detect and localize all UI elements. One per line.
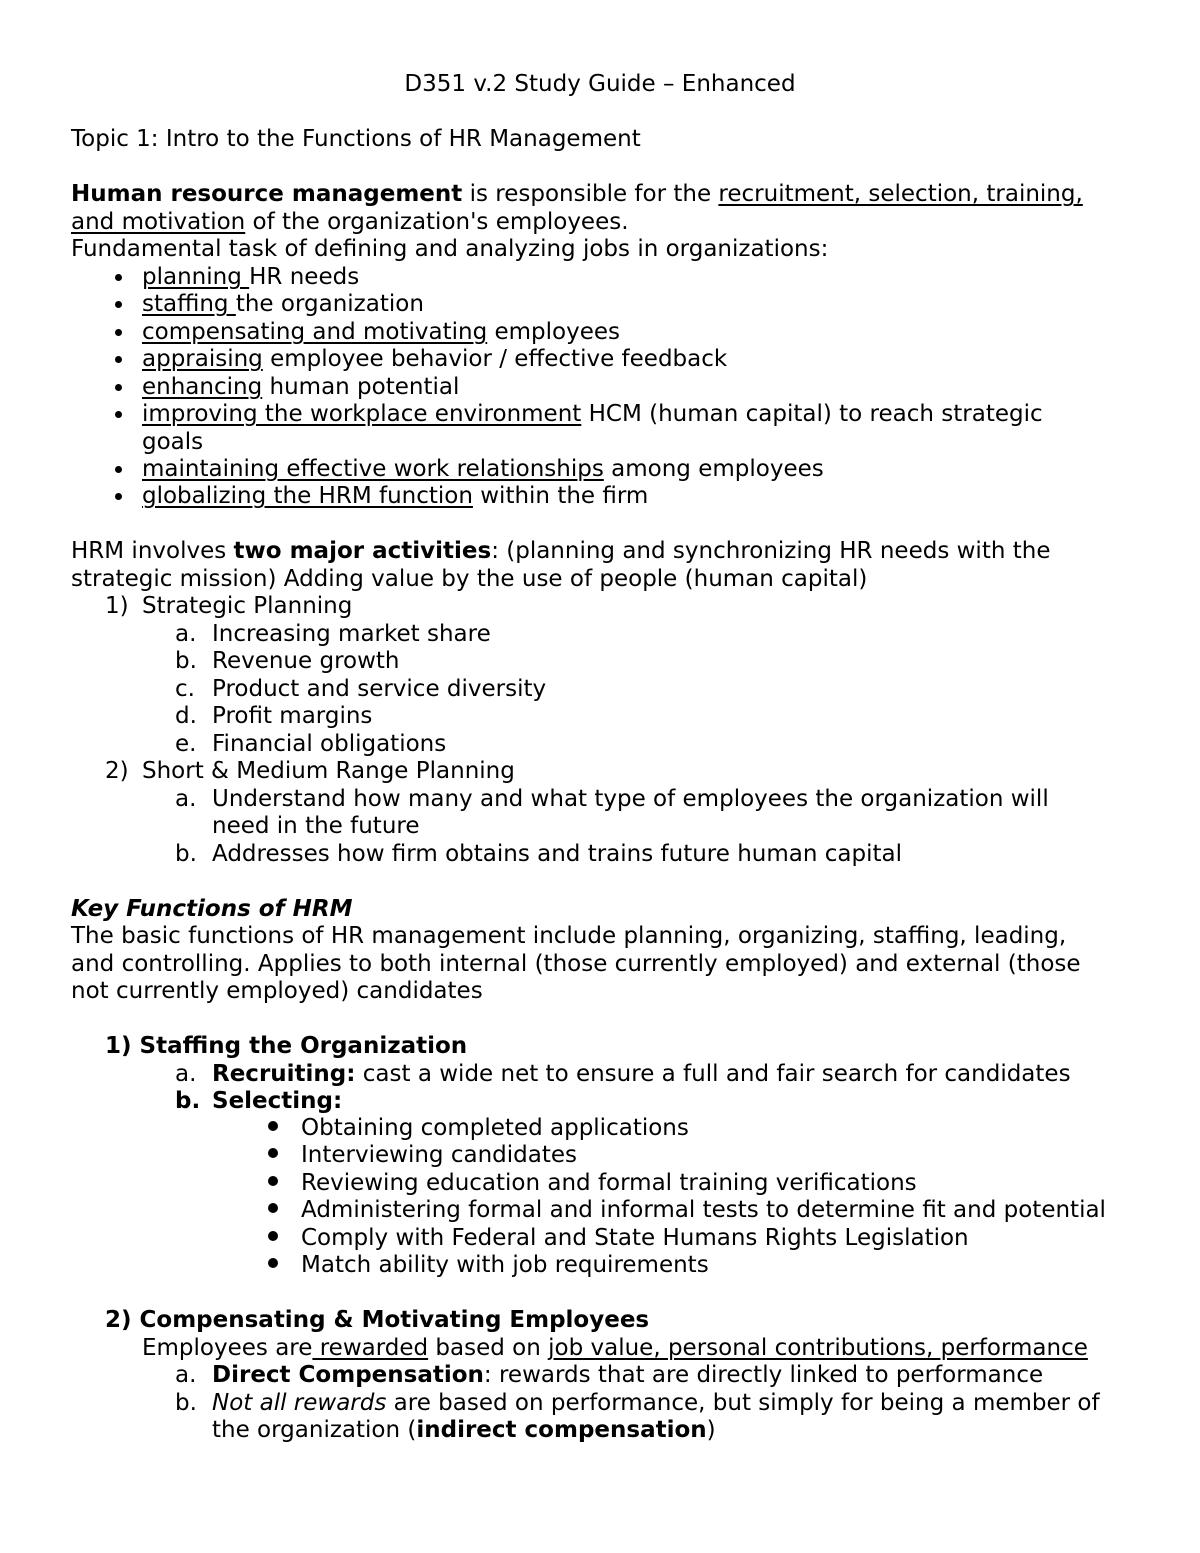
- hrm-definition-line-1: Human resource management is responsible for the recruitment, selection, training,: [71, 181, 1083, 207]
- sub-label: b.: [175, 841, 197, 867]
- sub-label: b.: [175, 648, 197, 674]
- key-functions-text: The basic functions of HR management include planning, organizing, staffing, leading,: [71, 923, 1067, 949]
- sub-label: a.: [175, 621, 197, 647]
- recruiting-item: Recruiting: cast a wide net to ensure a full and fair search for candidates: [212, 1061, 1071, 1087]
- bullet-icon: [115, 329, 122, 336]
- strategic-planning-label: Strategic Planning: [142, 593, 353, 619]
- hrm-term: Human resource management: [71, 181, 463, 207]
- list-item: compensating and motivating employees: [142, 319, 621, 345]
- bullet-icon: [115, 301, 122, 308]
- list-item: Match ability with job requirements: [301, 1252, 709, 1278]
- bullet-icon: [115, 493, 122, 500]
- list-item-continuation: goals: [142, 429, 204, 455]
- list-item: staffing the organization: [142, 291, 424, 317]
- staffing-heading: 1) Staffing the Organization: [105, 1033, 468, 1059]
- activities-intro: HRM involves two major activities: (planning and synchronizing HR needs with the: [71, 538, 1051, 564]
- bullet-icon: [268, 1258, 278, 1268]
- sub-item: Understand how many and what type of employees the organization will: [212, 786, 1049, 812]
- sub-label: b.: [175, 1390, 197, 1416]
- direct-compensation-item: Direct Compensation: rewards that are directly linked to performance: [212, 1362, 1044, 1388]
- bullet-icon: [268, 1121, 278, 1131]
- compensating-intro: Employees are rewarded based on job value, personal contributions, performance: [142, 1335, 1088, 1361]
- sub-label: a.: [175, 1362, 197, 1388]
- list-number: 2): [105, 758, 129, 784]
- sub-item: Product and service diversity: [212, 676, 547, 702]
- list-item: Administering formal and informal tests to determine fit and potential: [301, 1197, 1106, 1223]
- sub-label: c.: [175, 676, 195, 702]
- sub-label: d.: [175, 703, 197, 729]
- key-functions-heading: Key Functions of HRM: [71, 896, 353, 922]
- sub-item: Profit margins: [212, 703, 373, 729]
- indirect-compensation-continuation: the organization (indirect compensation): [212, 1417, 716, 1443]
- sub-label: a.: [175, 1061, 197, 1087]
- list-item: enhancing human potential: [142, 374, 460, 400]
- list-item: appraising employee behavior / effective feedback: [142, 346, 728, 372]
- selecting-item: Selecting:: [212, 1088, 343, 1114]
- list-item: Obtaining completed applications: [301, 1115, 689, 1141]
- sub-label: e.: [175, 731, 197, 757]
- topic-heading: Topic 1: Intro to the Functions of HR Management: [71, 126, 641, 152]
- bullet-icon: [115, 466, 122, 473]
- list-item: planning HR needs: [142, 264, 360, 290]
- hrm-definition-line-2: and motivation of the organization's employees.: [71, 209, 629, 235]
- list-item: globalizing the HRM function within the firm: [142, 483, 649, 509]
- fundamental-task: Fundamental task of defining and analyzing jobs in organizations:: [71, 236, 829, 262]
- indirect-compensation-item: Not all rewards are based on performance, but simply for being a member of: [212, 1390, 1100, 1416]
- list-number: 1): [105, 593, 129, 619]
- key-functions-text: and controlling. Applies to both internal (those currently employed) and external (those: [71, 951, 1081, 977]
- list-item: maintaining effective work relationships among employees: [142, 456, 824, 482]
- bullet-icon: [268, 1176, 278, 1186]
- compensating-heading: 2) Compensating & Motivating Employees: [105, 1307, 650, 1333]
- bullet-icon: [115, 274, 122, 281]
- bullet-icon: [115, 411, 122, 418]
- list-item: Comply with Federal and State Humans Rights Legislation: [301, 1225, 969, 1251]
- sub-item: Financial obligations: [212, 731, 447, 757]
- bullet-icon: [115, 384, 122, 391]
- list-item: improving the workplace environment HCM (human capital) to reach strategic: [142, 401, 1043, 427]
- sub-item: Increasing market share: [212, 621, 491, 647]
- list-item: Reviewing education and formal training verifications: [301, 1170, 917, 1196]
- sub-label: b.: [175, 1088, 201, 1114]
- list-item: Interviewing candidates: [301, 1142, 577, 1168]
- page-title: D351 v.2 Study Guide – Enhanced: [404, 71, 796, 97]
- bullet-icon: [268, 1231, 278, 1241]
- key-functions-text: not currently employed) candidates: [71, 978, 483, 1004]
- bullet-icon: [268, 1148, 278, 1158]
- bullet-icon: [268, 1203, 278, 1213]
- sub-item-continuation: need in the future: [212, 813, 420, 839]
- sub-item: Revenue growth: [212, 648, 400, 674]
- activities-intro-line-2: strategic mission) Adding value by the use of people (human capital): [71, 566, 868, 592]
- bullet-icon: [115, 356, 122, 363]
- sub-item: Addresses how firm obtains and trains future human capital: [212, 841, 902, 867]
- sub-label: a.: [175, 786, 197, 812]
- range-planning-label: Short & Medium Range Planning: [142, 758, 515, 784]
